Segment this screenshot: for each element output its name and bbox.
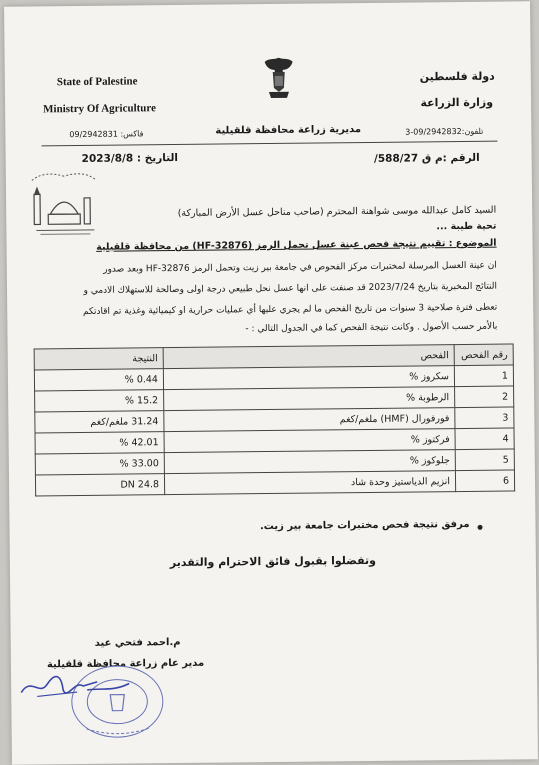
- letter-reference: الرقم :م ق 588/27/: [373, 151, 480, 165]
- letter-page: [4, 1, 538, 764]
- test-result: 33.00 %: [35, 453, 164, 475]
- state-ar: دولة فلسطين: [419, 69, 495, 84]
- test-result: 15.2 %: [35, 390, 164, 412]
- header-result: النتيجة: [34, 348, 163, 370]
- test-number: 1: [454, 365, 513, 387]
- signatory-title: مدير عام زراعة محافظة قلقيلية: [46, 657, 205, 671]
- test-result: 31.24 ملغم/كغم: [35, 411, 164, 433]
- body-line: النتائج المخبرية بتاريخ 2023/7/24 قد صنفت على انها عسل نحل طبيعي درجة اولى وصالحة للاستهلاك الادمي و: [83, 281, 498, 296]
- body-line: تعطى فترة صلاحية 3 سنوات من تاريخ الفحص ما لم يجري عليها أي عمليات حرارية او كيميائية وغذية تم اقادتكم: [82, 302, 498, 317]
- test-name: فركتوز %: [164, 429, 455, 453]
- body-line: بالأمر حسب الأصول . وكانت نتيجة الفحص كما في الجدول التالي : -: [245, 321, 498, 335]
- palestine-emblem-icon: [263, 54, 296, 102]
- table-row: [35, 470, 514, 496]
- greeting: تحية طيبة ...: [436, 220, 497, 233]
- test-name: الرطوبة %: [164, 387, 455, 411]
- fax-number: 09/2942831 :فاكس: [69, 129, 144, 140]
- test-name: انزيم الدياستيز وحدة شاد: [164, 471, 455, 495]
- subject-line: الموضوع : تقييم نتيجة فحص عينة عسل تحمل الرمز (HF-32876) من محافظة قلقيلية: [96, 237, 497, 253]
- attachment-note: مرفق نتيجة فحص مختبرات جامعة بير زيت.: [259, 518, 470, 533]
- signatory-name: م.احمد فتحي عيد: [94, 636, 181, 649]
- directorate-name: مديرية زراعة محافظة قلقيلية: [215, 124, 362, 137]
- test-number: 2: [455, 386, 514, 408]
- test-result: 42.01 %: [35, 432, 164, 454]
- test-name: سكروز %: [163, 366, 454, 390]
- state-en: State of Palestine: [56, 75, 138, 89]
- header-test-name: الفحص: [163, 345, 454, 369]
- letter-date: التاريخ : 2023/8/8: [81, 151, 179, 165]
- ministry-en: Ministry Of Agriculture: [43, 102, 157, 116]
- addressee: السيد كامل عبدالله موسى شواهنة المحترم (صاحب مناحل عسل الأرض المباركة): [177, 204, 497, 219]
- phone-number: تلفون:09/2942832-3: [405, 126, 484, 137]
- test-number: 5: [455, 449, 514, 471]
- ministry-ar: وزارة الزراعة: [420, 95, 494, 110]
- header-divider: [41, 141, 497, 147]
- test-name: فورفورال (HMF) ملغم/كغم: [164, 408, 455, 432]
- body-line: ان عينة العسل المرسلة لمختبرات مركز الفحوص في جامعة بير زيت وتحمل الرمز HF-32876 وبعد صدور: [103, 260, 497, 275]
- test-number: 4: [455, 428, 514, 450]
- test-number: 6: [455, 470, 514, 492]
- test-result: DN 24.8: [35, 474, 164, 496]
- test-number: 3: [455, 407, 514, 429]
- received-stamp: [26, 172, 101, 239]
- handwritten-signature: [17, 669, 137, 702]
- bullet-icon: [477, 525, 482, 530]
- header-test-number: رقم الفحص: [454, 344, 513, 366]
- test-result: 0.44 %: [34, 369, 163, 391]
- closing-line: وتفضلوا بقبول فائق الاحترام والتقدير: [169, 553, 377, 570]
- results-table: [34, 343, 516, 496]
- test-name: جلوكوز %: [164, 450, 455, 474]
